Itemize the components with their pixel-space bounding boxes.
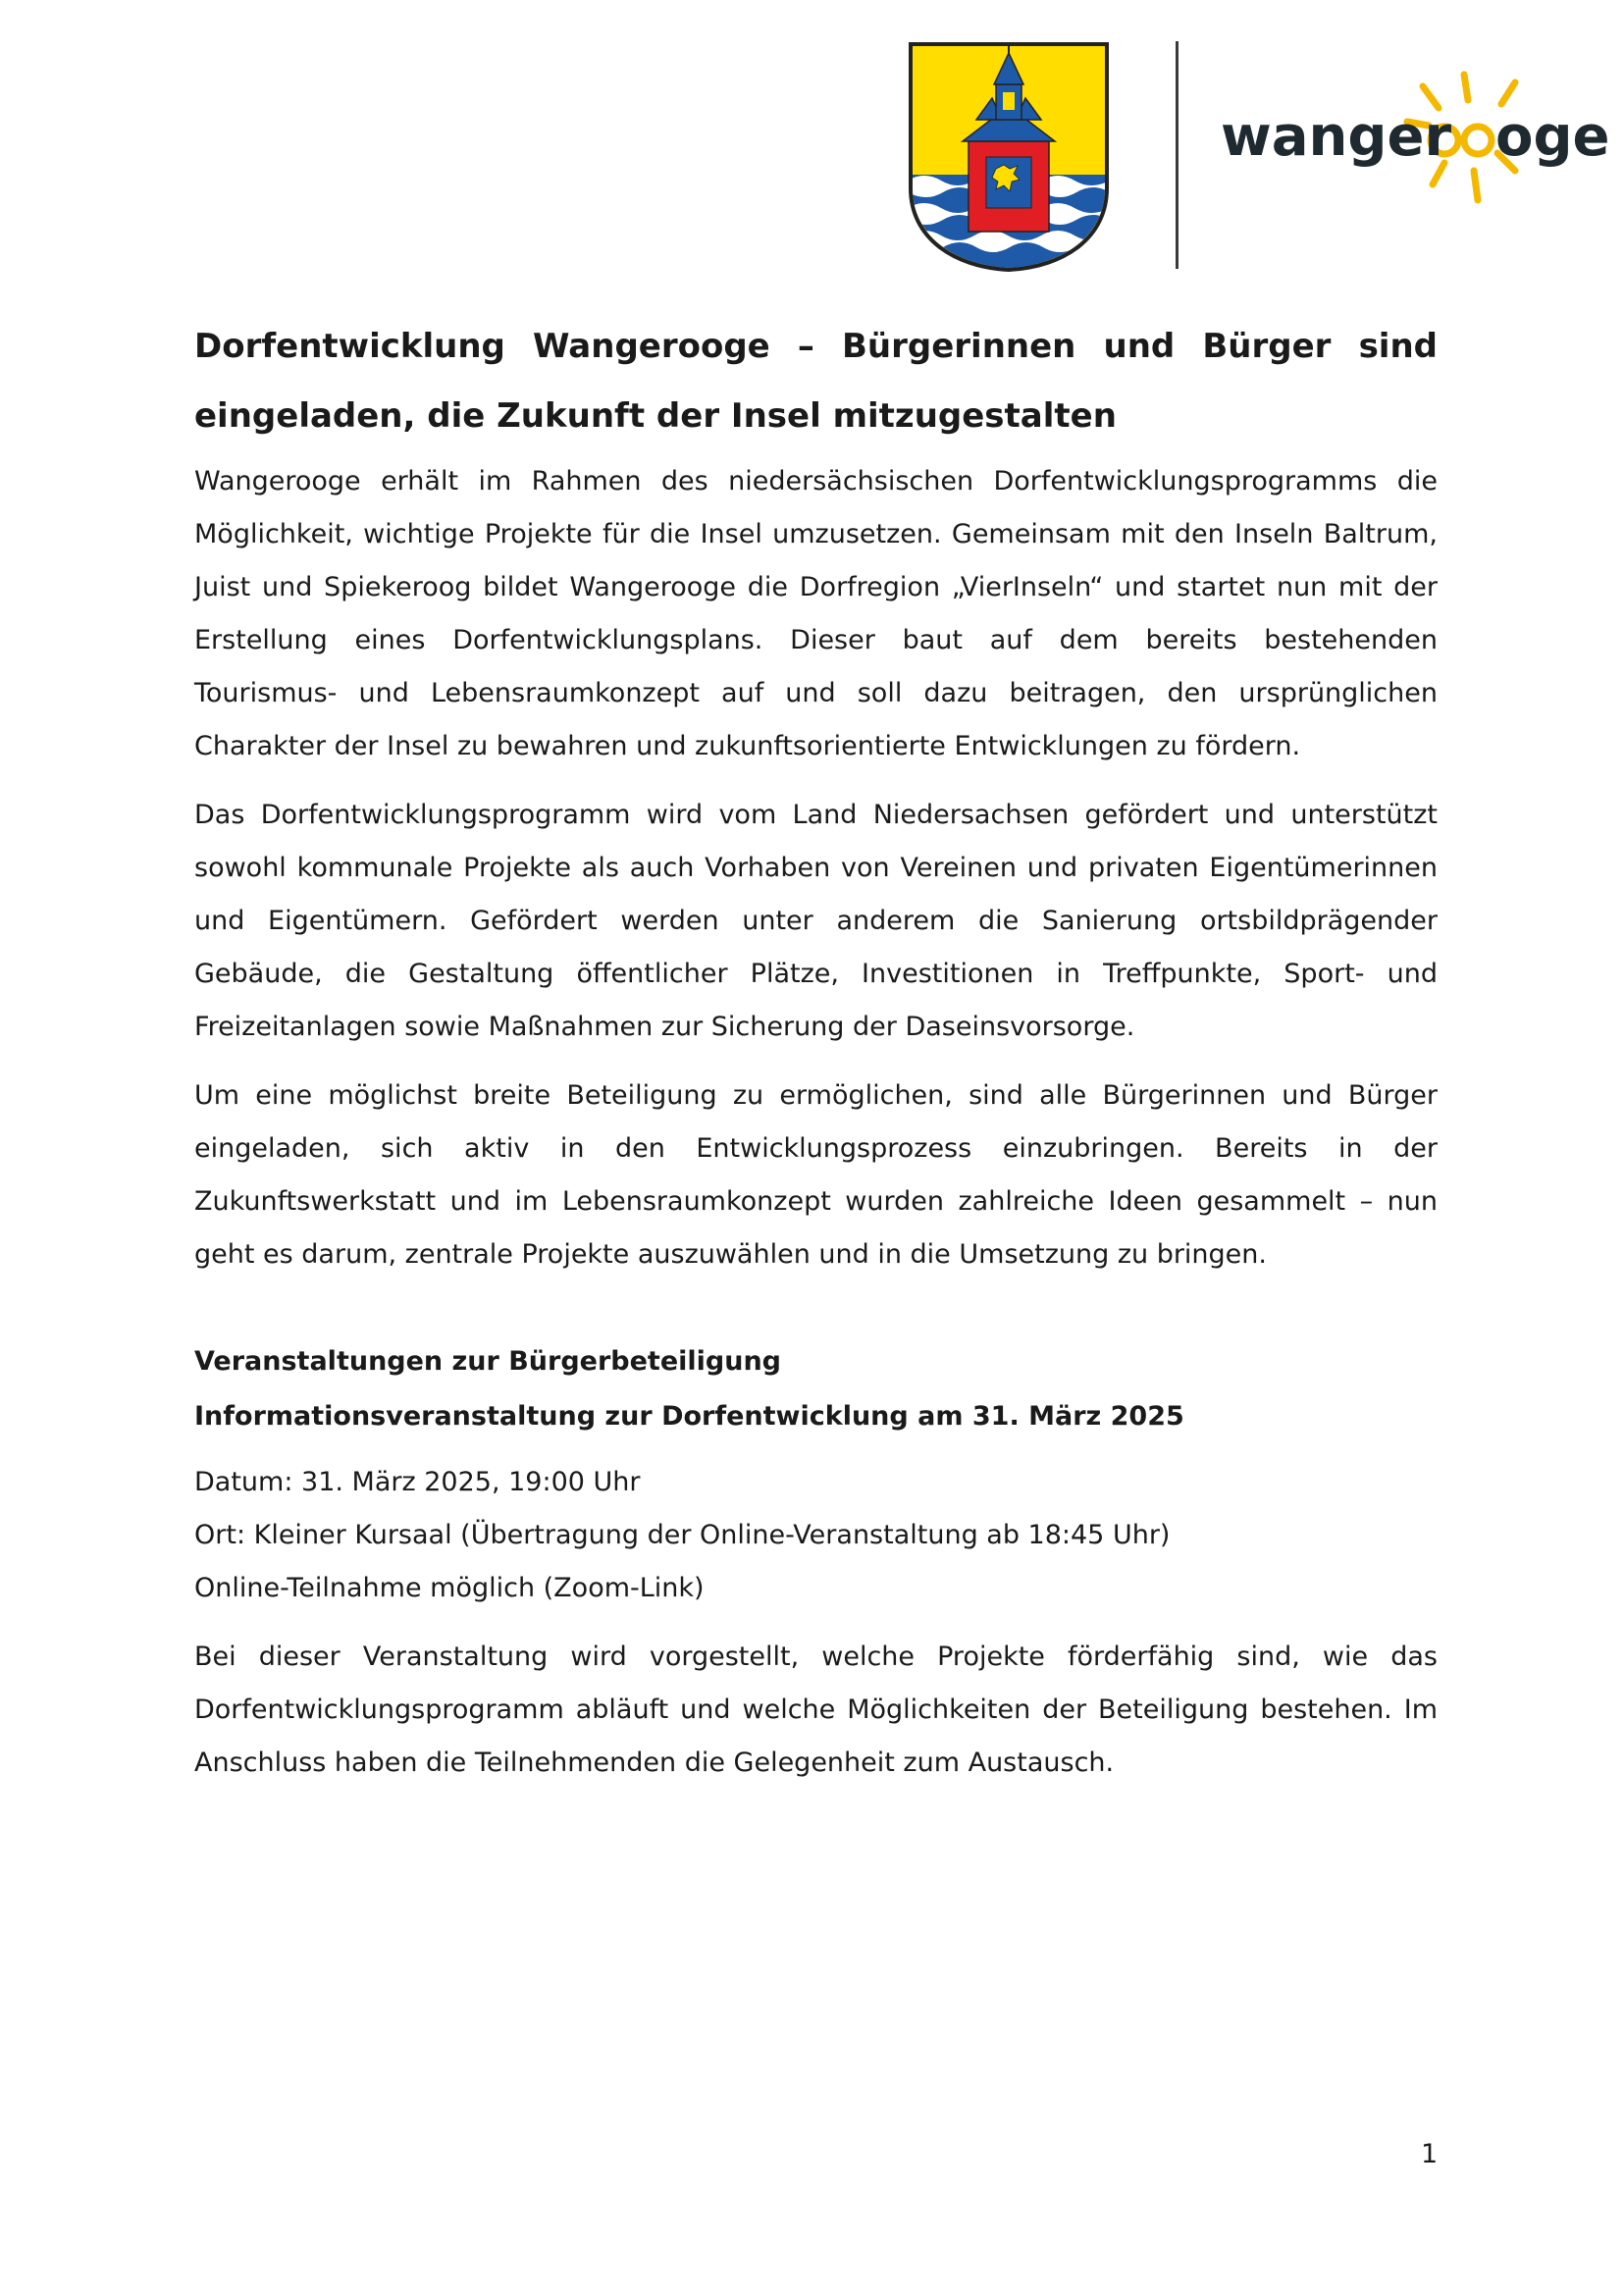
- page-number: 1: [1421, 2139, 1439, 2169]
- coat-of-arms-icon: [908, 41, 1110, 273]
- paragraph-funding: Das Dorfentwicklungsprogramm wird vom Land Niedersachsen gefördert und unterstützt sowohl kommunale Projekte als auch Vorhaben von Vereinen und privaten Eigentümerinnen und Eigentümern. Gefördert werden unter anderem die Sanierung ortsbildprägender Gebäude, die Gestaltung öffentlicher Plätze, Investitionen in Treffpunkte, Sport- und Freizeitanlagen sowie Maßnahmen zur Sicherung der Daseinsvorsorge.: [194, 800, 1438, 1042]
- paragraph-intro: Wangerooge erhält im Rahmen des niedersächsischen Dorfentwicklungsprogramms die Möglichkeit, wichtige Projekte für die Insel umzusetzen. Gemeinsam mit den Inseln Baltrum, Juist und Spiekeroog bildet Wangerooge die Dorfregion „VierInseln“ und startet nun mit der Erstellung eines Dorfentwicklungsplans. Dieser baut auf dem bereits bestehenden Tourismus- und Lebensraumkonzept auf und soll dazu beitragen, den ursprünglichen Charakter der Insel zu bewahren und zukunftsorientierte Entwicklungen zu fördern.: [194, 466, 1438, 761]
- svg-text:oge: oge: [1495, 105, 1610, 169]
- event-online: Online-Teilnahme möglich (Zoom-Link): [194, 1573, 705, 1603]
- event-description: Bei dieser Veranstaltung wird vorgestellt, welche Projekte förderfähig sind, wie das Dorfentwicklungsprogramm abläuft und welche Möglichkeiten der Beteiligung bestehen. Im Anschluss haben die Teilnehmenden die Gelegenheit zum Austausch.: [194, 1642, 1438, 1778]
- document-title: Dorfentwicklung Wangerooge – Bürgerinnen und Bürger sind eingeladen, die Zukunft der Insel mitzugestalten: [194, 327, 1438, 436]
- event-details: [194, 1456, 1438, 1615]
- event-date: Datum: 31. März 2025, 19:00 Uhr: [194, 1467, 641, 1497]
- logo-divider: [1176, 41, 1179, 269]
- paragraph-participation: Um eine möglichst breite Beteiligung zu ermöglichen, sind alle Bürgerinnen und Bürger eingeladen, sich aktiv in den Entwicklungsprozess einzubringen. Bereits in der Zukunftswerkstatt und im Lebensraumkonzept wurden zahlreiche Ideen gesammelt – nun geht es darum, zentrale Projekte auszuwählen und in die Umsetzung zu bringen.: [194, 1080, 1438, 1270]
- document-body: [194, 312, 1438, 1805]
- events-heading: Veranstaltungen zur Bürgerbeteiligung: [194, 1346, 781, 1377]
- svg-text:wanger: wanger: [1221, 105, 1452, 169]
- letterhead: [0, 0, 1624, 285]
- events-subheading: Informationsveranstaltung zur Dorfentwicklung am 31. März 2025: [194, 1401, 1184, 1432]
- wangerooge-logo: [1221, 65, 1610, 208]
- event-place: Ort: Kleiner Kursaal (Übertragung der Online-Veranstaltung ab 18:45 Uhr): [194, 1520, 1171, 1550]
